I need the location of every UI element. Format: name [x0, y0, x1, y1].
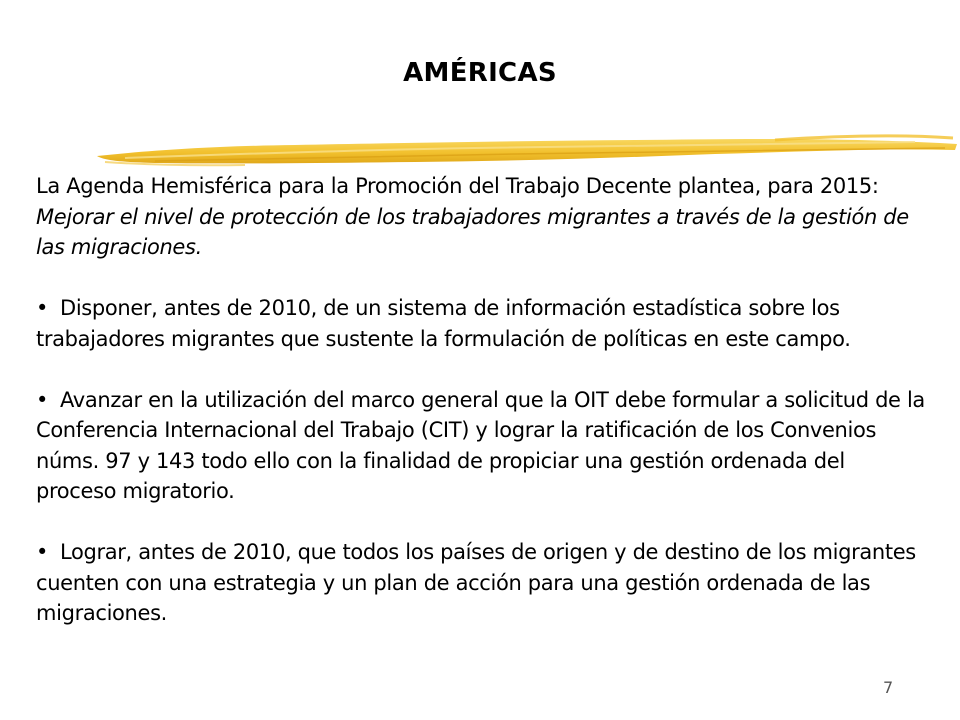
intro-paragraph — [36, 171, 931, 263]
intro-plain-text: La Agenda Hemisférica para la Promoción del Trabajo Decente plantea, para 2015: — [36, 174, 879, 198]
bullet-text: Disponer, antes de 2010, de un sistema de información estadística sobre los trabajadores migrantes que sustente la formulación de políticas en este campo. — [36, 296, 851, 351]
bullet-text: Lograr, antes de 2010, que todos los países de origen y de destino de los migrantes cuenten con una estrategia y un plan de acción para una gestión ordenada de las migraciones. — [36, 540, 916, 625]
brush-stroke-divider-icon — [95, 128, 960, 176]
bullet-icon: • — [36, 387, 49, 412]
bullet-item-2 — [36, 385, 931, 507]
bullet-icon: • — [36, 296, 49, 320]
bullet-text: Avanzar en la utilización del marco general que la OIT debe formular a solicitud de la Conferencia Internacional del Trabajo (CIT) y lograr la ratificación de los Convenios núms. 97 y 143 todo ello con la finalidad de propiciar una gestión ordenada del proceso migratorio. — [36, 387, 925, 503]
bullet-icon: • — [36, 540, 49, 564]
slide-title: AMÉRICAS — [403, 58, 557, 88]
intro-italic-text: Mejorar el nivel de protección de los trabajadores migrantes a través de la gestión de las migraciones. — [36, 204, 909, 259]
page-number: 7 — [883, 678, 894, 697]
bullet-item-1 — [36, 293, 931, 354]
bullet-item-3 — [36, 537, 931, 629]
slide-body — [36, 171, 931, 629]
